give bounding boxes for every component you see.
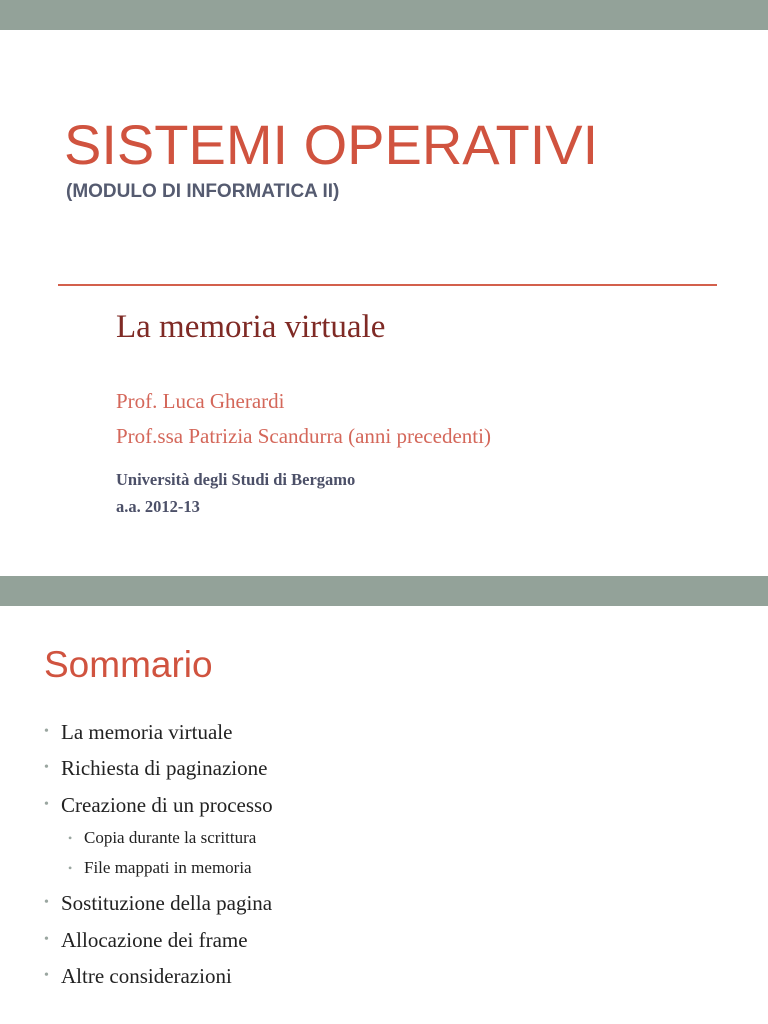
bullet-icon: • (44, 932, 49, 947)
bullet-icon: • (44, 760, 49, 775)
list-item (44, 889, 272, 917)
list-item-label: Allocazione dei frame (61, 928, 248, 952)
bullet-icon: • (44, 797, 49, 812)
list-item (44, 962, 232, 990)
author-previous: Prof.ssa Patrizia Scandurra (anni precedenti) (116, 424, 491, 448)
top-band (0, 576, 768, 606)
list-item-label: File mappati in memoria (84, 858, 252, 877)
bullet-icon: • (44, 724, 49, 739)
course-subtitle: (MODULO DI INFORMATICA II) (66, 181, 340, 202)
top-band (0, 0, 768, 30)
bullet-icon: • (44, 895, 49, 910)
course-title: SISTEMI OPERATIVI (64, 113, 599, 176)
sub-list-item (68, 857, 252, 879)
list-item-label: Altre considerazioni (61, 964, 232, 988)
sub-list-item (68, 827, 256, 849)
university-name: Università degli Studi di Bergamo (116, 470, 356, 489)
title-divider (58, 284, 717, 286)
academic-year: a.a. 2012-13 (116, 497, 200, 516)
list-item-label: Richiesta di paginazione (61, 756, 268, 780)
lecture-title: La memoria virtuale (116, 309, 386, 345)
list-item-label: Sostituzione della pagina (61, 891, 273, 915)
summary-title: Sommario (44, 644, 213, 685)
list-item-label: Creazione di un processo (61, 793, 273, 817)
list-item-label: La memoria virtuale (61, 720, 233, 744)
list-item-label: Copia durante la scrittura (84, 828, 257, 847)
list-item (44, 718, 232, 746)
bullet-icon: • (68, 831, 73, 845)
list-item (44, 791, 273, 819)
bullet-icon: • (68, 861, 73, 875)
list-item (44, 754, 267, 782)
bullet-icon: • (44, 968, 49, 983)
list-item (44, 926, 248, 954)
author-primary: Prof. Luca Gherardi (116, 389, 285, 413)
summary-slide (0, 576, 768, 1024)
